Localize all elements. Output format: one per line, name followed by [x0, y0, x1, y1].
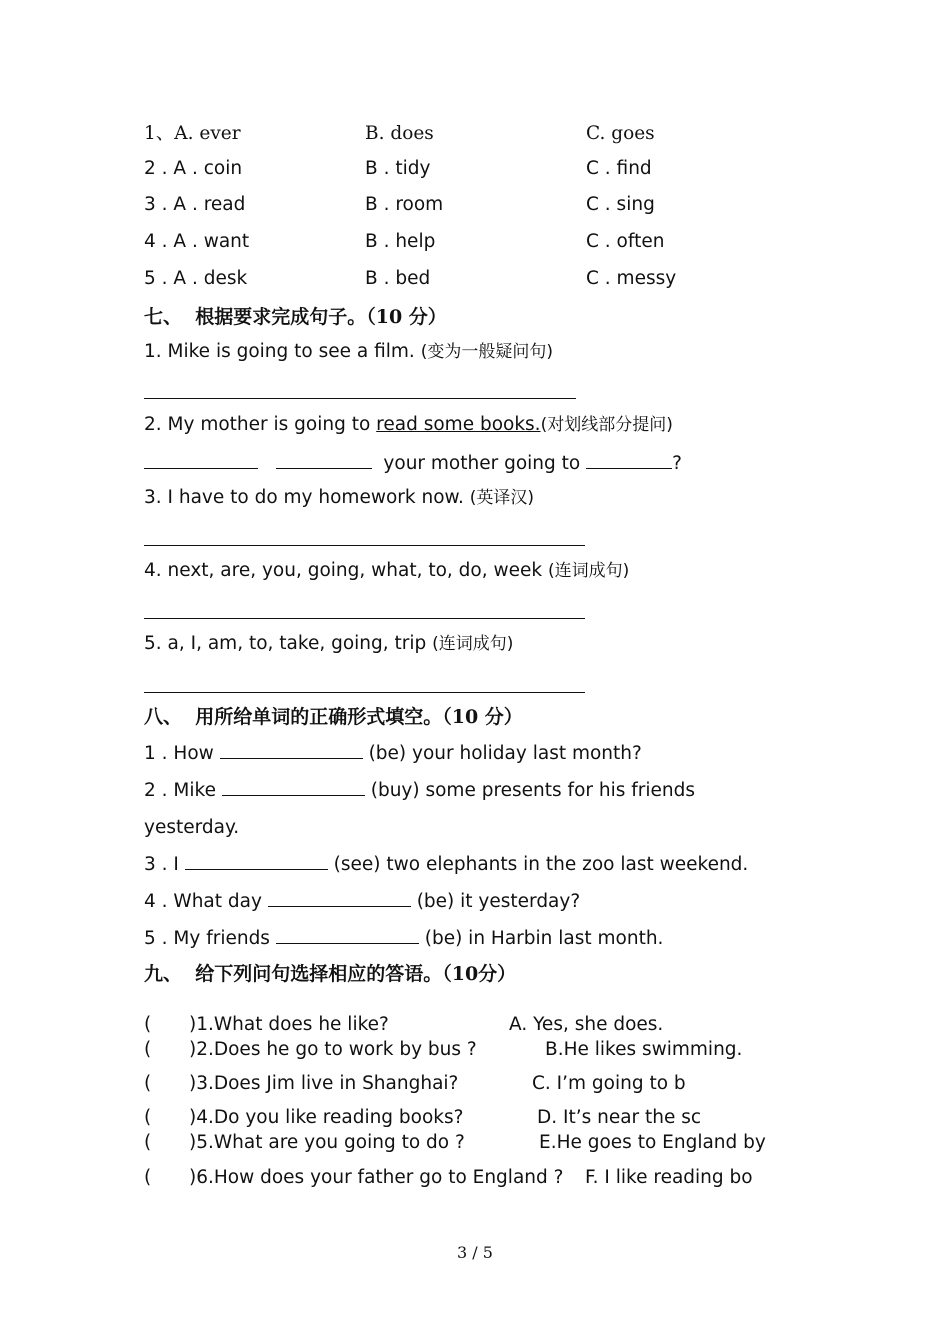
s8-item5-post: (be) in Harbin last month.: [424, 928, 664, 949]
s7-q1: [144, 341, 553, 363]
s6-row1-b: B. does: [365, 123, 434, 144]
s9-row3-paren[interactable]: (: [144, 1073, 152, 1094]
section7-title: 七、 根据要求完成句子。（10 分）: [144, 306, 447, 328]
s9-row1-paren[interactable]: (: [144, 1014, 152, 1035]
s7-q4-answer-line[interactable]: [144, 618, 585, 619]
s7-q2-pre: 2. My mother is going to: [144, 414, 377, 435]
s7-q3-note: (英译汉): [469, 488, 534, 508]
s9-row5-paren[interactable]: (: [144, 1132, 152, 1153]
s9-row2-answer: B.He likes swimming.: [545, 1039, 743, 1060]
s7-q2-end: ?: [672, 453, 682, 474]
s8-item5-pre: 5 . My friends: [144, 928, 270, 949]
s8-item2-pre: 2 . Mike: [144, 780, 216, 801]
s8-item5-blank[interactable]: [276, 927, 419, 944]
s6-row1-c: C. goes: [586, 123, 655, 144]
s8-item3-post: (see) two elephants in the zoo last weekend.: [333, 854, 749, 875]
s9-row5-question: )5.What are you going to do ?: [189, 1132, 465, 1153]
s6-row2-a: 2 . A . coin: [144, 158, 243, 179]
s9-row3-answer: C. I’m going to b: [532, 1073, 686, 1094]
s9-row4-question: )4.Do you like reading books?: [189, 1107, 464, 1128]
s6-row1-a: 1、A. ever: [144, 123, 241, 144]
s7-q3-answer-line[interactable]: [144, 545, 585, 546]
s8-item3-pre: 3 . I: [144, 854, 179, 875]
s9-row2-paren[interactable]: (: [144, 1039, 152, 1060]
s6-row3-c: C . sing: [586, 194, 655, 215]
s7-q1-text: 1. Mike is going to see a film.: [144, 341, 421, 362]
s8-item2-blank[interactable]: [222, 779, 365, 796]
s6-row4-c: C . often: [586, 231, 665, 252]
s8-item4: [144, 890, 580, 913]
s7-q5: [144, 633, 513, 655]
s6-row2-c: C . find: [586, 158, 652, 179]
s8-item1: [144, 742, 642, 765]
s7-q2-underlined: read some books.: [376, 414, 541, 435]
s8-item1-blank[interactable]: [220, 742, 363, 759]
s7-q2-blank1[interactable]: [144, 452, 258, 469]
s6-row4-b: B . help: [365, 231, 436, 252]
s8-item3: [144, 853, 748, 876]
s7-q2-note: (对划线部分提问): [540, 415, 673, 435]
s6-row3-a: 3 . A . read: [144, 194, 246, 215]
s7-q1-note: (变为一般疑问句): [420, 342, 553, 362]
s9-row6-paren[interactable]: (: [144, 1167, 152, 1188]
s9-row6-answer: F. I like reading bo: [585, 1167, 753, 1188]
page-number: 3 / 5: [457, 1243, 493, 1262]
section9-title: 九、 给下列问句选择相应的答语。（10分）: [144, 963, 517, 985]
s9-row6-question: )6.How does your father go to England ?: [189, 1167, 564, 1188]
s9-row1-question: )1.What does he like?: [189, 1014, 389, 1035]
section8-title: 八、 用所给单词的正确形式填空。（10 分）: [144, 706, 523, 728]
s7-q1-answer-line[interactable]: [144, 398, 576, 399]
s7-q4-note: (连词成句): [548, 561, 630, 581]
s9-row4-answer: D. It’s near the sc: [537, 1107, 702, 1128]
s8-item1-pre: 1 . How: [144, 743, 214, 764]
s9-row4-paren[interactable]: (: [144, 1107, 152, 1128]
s8-item2-post: (buy) some presents for his friends: [370, 780, 695, 801]
s8-item2-continuation: yesterday.: [144, 817, 240, 838]
s8-item4-post: (be) it yesterday?: [416, 891, 581, 912]
s6-row2-b: B . tidy: [365, 158, 431, 179]
s7-q2-mid: your mother going to: [383, 453, 581, 474]
s8-item1-post: (be) your holiday last month?: [368, 743, 642, 764]
s8-item2: [144, 779, 695, 802]
s8-item4-pre: 4 . What day: [144, 891, 262, 912]
s8-item5: [144, 927, 663, 950]
s7-q5-text: 5. a, I, am, to, take, going, trip: [144, 633, 433, 654]
s7-q2-fill: [144, 452, 682, 475]
s9-row1-answer: A. Yes, she does.: [509, 1014, 664, 1035]
s8-item3-blank[interactable]: [185, 853, 328, 870]
s7-q3: [144, 487, 534, 509]
s7-q5-note: (连词成句): [432, 634, 514, 654]
s6-row3-b: B . room: [365, 194, 444, 215]
s9-row2-question: )2.Does he go to work by bus ?: [189, 1039, 477, 1060]
s7-q3-text: 3. I have to do my homework now.: [144, 487, 470, 508]
s9-row3-question: )3.Does Jim live in Shanghai?: [189, 1073, 459, 1094]
s7-q4-text: 4. next, are, you, going, what, to, do, week: [144, 560, 548, 581]
s6-row4-a: 4 . A . want: [144, 231, 250, 252]
s7-q4: [144, 560, 629, 582]
s8-item4-blank[interactable]: [268, 890, 411, 907]
s6-row5-c: C . messy: [586, 268, 677, 289]
s7-q2: [144, 414, 673, 436]
s6-row5-a: 5 . A . desk: [144, 268, 248, 289]
s6-row5-b: B . bed: [365, 268, 431, 289]
s7-q2-blank2[interactable]: [276, 452, 372, 469]
s7-q2-blank3[interactable]: [586, 452, 672, 469]
s7-q5-answer-line[interactable]: [144, 692, 585, 693]
s9-row5-answer: E.He goes to England by: [539, 1132, 766, 1153]
